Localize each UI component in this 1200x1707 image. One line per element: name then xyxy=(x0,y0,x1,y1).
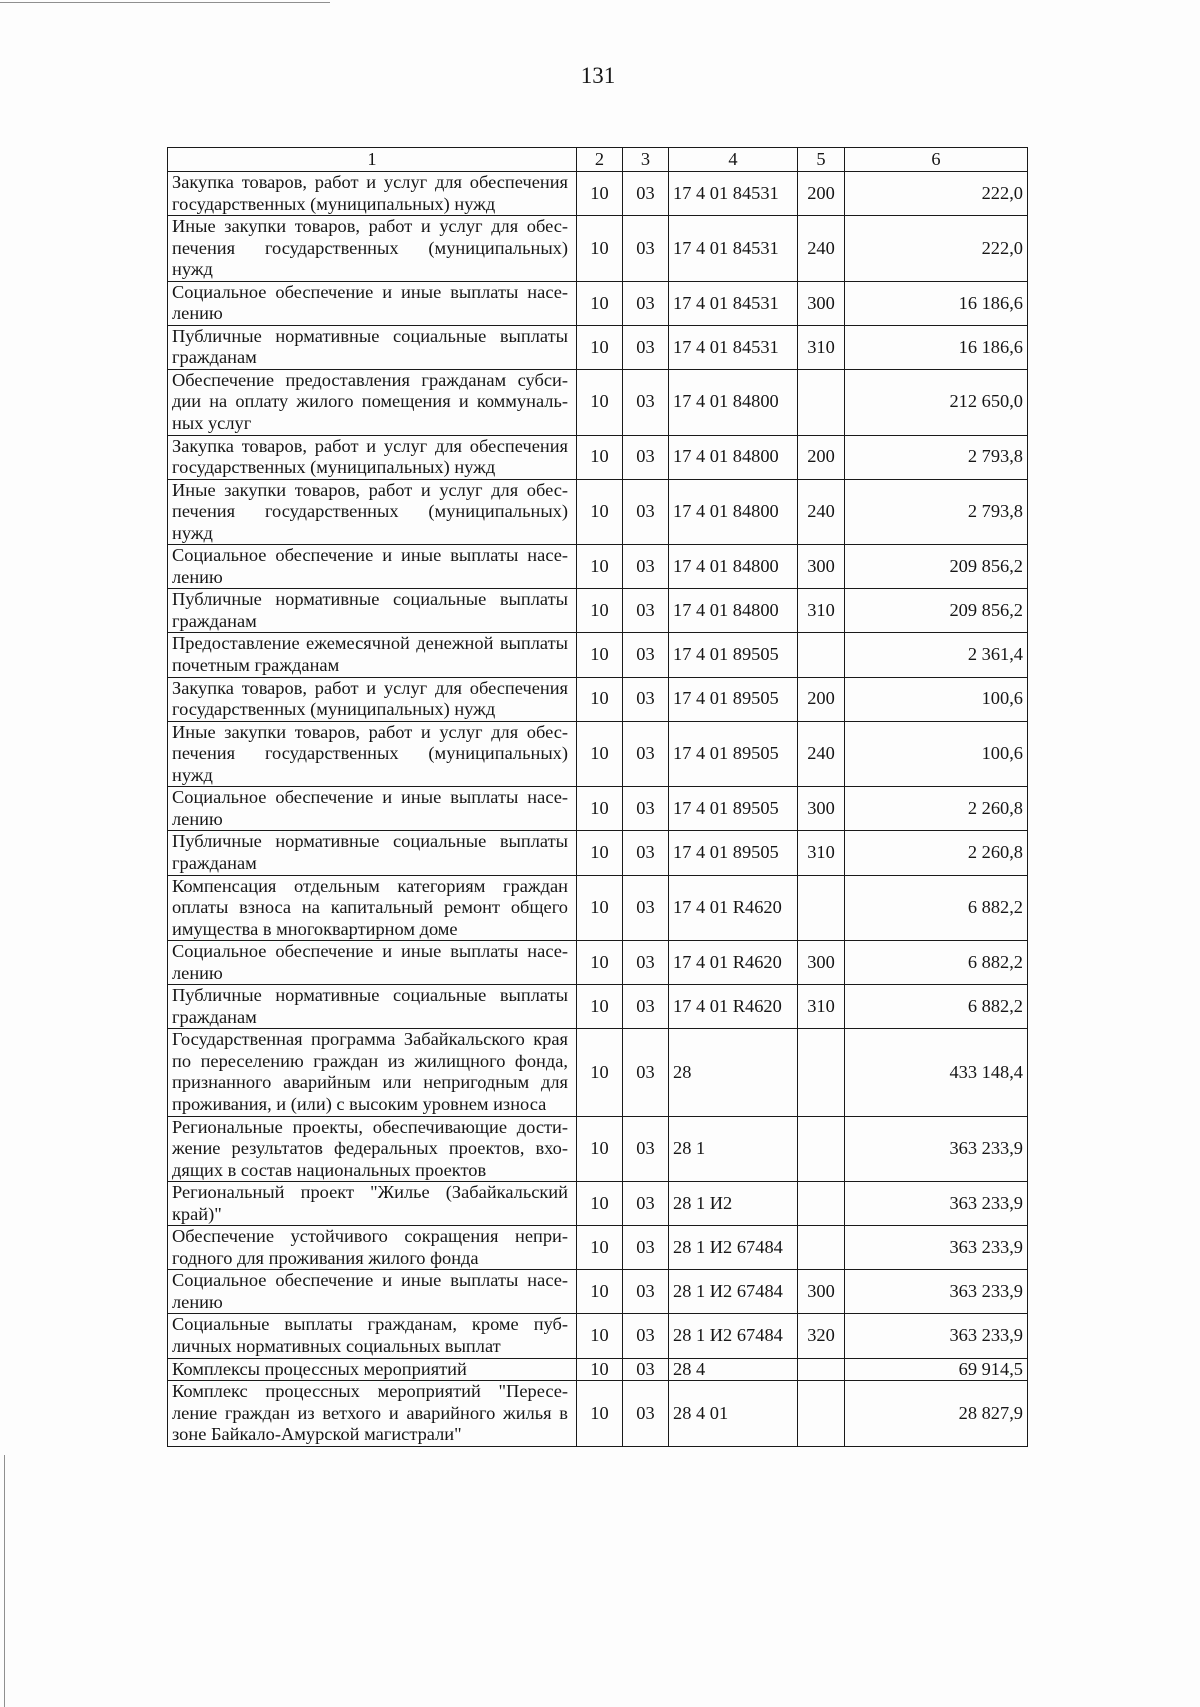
table-row xyxy=(168,281,1028,325)
row-name-line: Региональный проект "Жилье (Забайкальский xyxy=(172,1182,568,1203)
expense-type-cell: 310 xyxy=(798,589,845,633)
subsection-code-cell: 03 xyxy=(623,875,669,941)
table-row xyxy=(168,435,1028,479)
expense-type-cell xyxy=(798,633,845,677)
row-name-line: ных услуг xyxy=(172,413,252,434)
target-article-cell: 17 4 01 89505 xyxy=(669,677,798,721)
row-name-line: Закупка товаров, работ и услуг для обеспечения xyxy=(172,172,568,192)
section-code-cell: 10 xyxy=(577,787,623,831)
section-code-cell: 10 xyxy=(577,1358,623,1381)
section-code-cell: 10 xyxy=(577,435,623,479)
amount-cell: 2 260,8 xyxy=(845,787,1028,831)
row-name-cell xyxy=(168,369,577,435)
subsection-code-cell: 03 xyxy=(623,721,669,787)
amount-cell: 363 233,9 xyxy=(845,1226,1028,1270)
column-number-header: 1 xyxy=(168,148,577,172)
section-code-cell: 10 xyxy=(577,1029,623,1116)
row-name-cell xyxy=(168,633,577,677)
row-name-line: Иные закупки товаров, работ и услуг для обес- xyxy=(172,479,568,500)
page-number: 131 xyxy=(580,63,616,88)
row-name-line: гражданам xyxy=(172,610,257,631)
table-row xyxy=(168,1270,1028,1314)
amount-cell: 2 260,8 xyxy=(845,831,1028,875)
row-name-line: государственных (муниципальных) нужд xyxy=(172,699,496,720)
amount-cell: 363 233,9 xyxy=(845,1314,1028,1358)
amount-cell: 2 793,8 xyxy=(845,479,1028,545)
table-row xyxy=(168,941,1028,985)
amount-cell: 433 148,4 xyxy=(845,1029,1028,1116)
row-name-cell xyxy=(168,479,577,545)
row-name-cell xyxy=(168,1226,577,1270)
section-code-cell: 10 xyxy=(577,985,623,1029)
row-name-line: годного для проживания жилого фонда xyxy=(172,1247,479,1268)
section-code-cell: 10 xyxy=(577,875,623,941)
table-row xyxy=(168,369,1028,435)
row-name-cell xyxy=(168,172,577,216)
row-name-line: Публичные нормативные социальные выплаты xyxy=(172,589,568,610)
row-name-line: Публичные нормативные социальные выплаты xyxy=(172,985,568,1006)
target-article-cell: 17 4 01 89505 xyxy=(669,831,798,875)
row-name-cell xyxy=(168,1381,577,1447)
row-name-line: Комплексы процессных мероприятий xyxy=(172,1358,467,1379)
row-name-line: Обеспечение устойчивого сокращения непри- xyxy=(172,1226,568,1247)
expense-type-cell xyxy=(798,1029,845,1116)
row-name-line: Социальные выплаты гражданам, кроме пуб- xyxy=(172,1314,568,1335)
column-number-header: 2 xyxy=(577,148,623,172)
row-name-line: государственных (муниципальных) нужд xyxy=(172,457,496,478)
column-number-header: 3 xyxy=(623,148,669,172)
section-code-cell: 10 xyxy=(577,545,623,589)
row-name-line: гражданам xyxy=(172,1006,257,1027)
section-code-cell: 10 xyxy=(577,941,623,985)
subsection-code-cell: 03 xyxy=(623,1116,669,1182)
row-name-line: лению xyxy=(172,808,223,829)
amount-cell: 209 856,2 xyxy=(845,545,1028,589)
row-name-line: печения государственных (муниципальных) xyxy=(172,237,568,258)
section-code-cell: 10 xyxy=(577,831,623,875)
table-row xyxy=(168,875,1028,941)
row-name-cell xyxy=(168,677,577,721)
subsection-code-cell: 03 xyxy=(623,325,669,369)
amount-cell: 28 827,9 xyxy=(845,1381,1028,1447)
row-name-line: почетным гражданам xyxy=(172,655,340,676)
section-code-cell: 10 xyxy=(577,1381,623,1447)
row-name-cell xyxy=(168,545,577,589)
expense-type-cell: 300 xyxy=(798,787,845,831)
row-name-cell xyxy=(168,985,577,1029)
target-article-cell: 17 4 01 R4620 xyxy=(669,875,798,941)
row-name-line: печения государственных (муниципальных) xyxy=(172,743,568,764)
expense-type-cell xyxy=(798,1182,845,1226)
section-code-cell: 10 xyxy=(577,1226,623,1270)
table-header-row xyxy=(168,148,1028,172)
expense-type-cell xyxy=(798,369,845,435)
row-name-line: Региональные проекты, обеспечивающие дости- xyxy=(172,1116,568,1137)
row-name-line: нужд xyxy=(172,764,213,785)
subsection-code-cell: 03 xyxy=(623,787,669,831)
expense-type-cell: 300 xyxy=(798,941,845,985)
amount-cell: 363 233,9 xyxy=(845,1270,1028,1314)
table-row xyxy=(168,633,1028,677)
row-name-cell xyxy=(168,1270,577,1314)
expense-type-cell: 310 xyxy=(798,831,845,875)
section-code-cell: 10 xyxy=(577,172,623,216)
row-name-line: признанного аварийным или непригодным для xyxy=(172,1072,568,1093)
expense-type-cell: 200 xyxy=(798,435,845,479)
row-name-line: личных нормативных социальных выплат xyxy=(172,1335,501,1356)
subsection-code-cell: 03 xyxy=(623,435,669,479)
row-name-line: лению xyxy=(172,566,223,587)
expense-type-cell: 200 xyxy=(798,677,845,721)
target-article-cell: 17 4 01 R4620 xyxy=(669,985,798,1029)
row-name-line: Предоставление ежемесячной денежной выплаты xyxy=(172,633,568,654)
subsection-code-cell: 03 xyxy=(623,545,669,589)
row-name-cell xyxy=(168,787,577,831)
subsection-code-cell: 03 xyxy=(623,941,669,985)
table-row xyxy=(168,1029,1028,1116)
amount-cell: 222,0 xyxy=(845,172,1028,216)
table-row xyxy=(168,1116,1028,1182)
section-code-cell: 10 xyxy=(577,633,623,677)
section-code-cell: 10 xyxy=(577,721,623,787)
expense-type-cell: 310 xyxy=(798,985,845,1029)
row-name-line: Закупка товаров, работ и услуг для обеспечения xyxy=(172,435,568,456)
target-article-cell: 17 4 01 84531 xyxy=(669,216,798,282)
target-article-cell: 17 4 01 84531 xyxy=(669,281,798,325)
section-code-cell: 10 xyxy=(577,369,623,435)
expense-type-cell: 240 xyxy=(798,216,845,282)
amount-cell: 100,6 xyxy=(845,677,1028,721)
subsection-code-cell: 03 xyxy=(623,633,669,677)
target-article-cell: 28 1 xyxy=(669,1116,798,1182)
scan-artifact-line xyxy=(0,2,330,3)
table-row xyxy=(168,787,1028,831)
column-number-header: 6 xyxy=(845,148,1028,172)
subsection-code-cell: 03 xyxy=(623,172,669,216)
column-number-header: 4 xyxy=(669,148,798,172)
row-name-cell xyxy=(168,1358,577,1381)
table-row xyxy=(168,172,1028,216)
table-row xyxy=(168,985,1028,1029)
subsection-code-cell: 03 xyxy=(623,281,669,325)
row-name-line: Комплекс процессных мероприятий "Пересе- xyxy=(172,1381,568,1402)
subsection-code-cell: 03 xyxy=(623,677,669,721)
scan-artifact-line xyxy=(4,1455,5,1707)
amount-cell: 16 186,6 xyxy=(845,281,1028,325)
target-article-cell: 17 4 01 89505 xyxy=(669,721,798,787)
row-name-cell xyxy=(168,941,577,985)
expense-type-cell: 300 xyxy=(798,281,845,325)
row-name-line: гражданам xyxy=(172,347,257,368)
table-row xyxy=(168,1226,1028,1270)
row-name-cell xyxy=(168,435,577,479)
target-article-cell: 28 1 И2 67484 xyxy=(669,1226,798,1270)
target-article-cell: 28 1 И2 67484 xyxy=(669,1314,798,1358)
amount-cell: 6 882,2 xyxy=(845,985,1028,1029)
subsection-code-cell: 03 xyxy=(623,1182,669,1226)
budget-table xyxy=(167,147,1028,1447)
row-name-line: ление граждан из ветхого и аварийного жилья в xyxy=(172,1402,568,1423)
column-number-header: 5 xyxy=(798,148,845,172)
expense-type-cell xyxy=(798,1381,845,1447)
row-name-line: Компенсация отдельным категориям граждан xyxy=(172,875,568,896)
row-name-line: печения государственных (муниципальных) xyxy=(172,501,568,522)
row-name-line: оплаты взноса на капитальный ремонт общего xyxy=(172,897,568,918)
table-row xyxy=(168,589,1028,633)
subsection-code-cell: 03 xyxy=(623,369,669,435)
target-article-cell: 17 4 01 84800 xyxy=(669,435,798,479)
section-code-cell: 10 xyxy=(577,216,623,282)
subsection-code-cell: 03 xyxy=(623,1358,669,1381)
row-name-cell xyxy=(168,875,577,941)
expense-type-cell: 240 xyxy=(798,479,845,545)
row-name-line: нужд xyxy=(172,522,213,543)
target-article-cell: 17 4 01 84800 xyxy=(669,545,798,589)
target-article-cell: 17 4 01 84531 xyxy=(669,172,798,216)
table-row xyxy=(168,545,1028,589)
expense-type-cell xyxy=(798,1226,845,1270)
row-name-line: Публичные нормативные социальные выплаты xyxy=(172,325,568,346)
row-name-line: дящих в состав национальных проектов xyxy=(172,1159,487,1180)
section-code-cell: 10 xyxy=(577,479,623,545)
expense-type-cell: 310 xyxy=(798,325,845,369)
row-name-line: Иные закупки товаров, работ и услуг для обес- xyxy=(172,721,568,742)
row-name-line: зоне Байкало-Амурской магистрали" xyxy=(172,1424,462,1445)
expense-type-cell: 240 xyxy=(798,721,845,787)
target-article-cell: 28 4 01 xyxy=(669,1381,798,1447)
subsection-code-cell: 03 xyxy=(623,479,669,545)
subsection-code-cell: 03 xyxy=(623,1270,669,1314)
amount-cell: 2 793,8 xyxy=(845,435,1028,479)
row-name-cell xyxy=(168,216,577,282)
row-name-cell xyxy=(168,1314,577,1358)
row-name-line: Государственная программа Забайкальского края xyxy=(172,1029,568,1050)
expense-type-cell: 300 xyxy=(798,1270,845,1314)
row-name-line: лению xyxy=(172,1291,223,1312)
row-name-line: дии на оплату жилого помещения и коммуналь- xyxy=(172,391,568,412)
row-name-cell xyxy=(168,721,577,787)
subsection-code-cell: 03 xyxy=(623,1029,669,1116)
amount-cell: 100,6 xyxy=(845,721,1028,787)
row-name-line: проживания, и (или) с высоким уровнем износа xyxy=(172,1093,547,1114)
section-code-cell: 10 xyxy=(577,1314,623,1358)
section-code-cell: 10 xyxy=(577,1182,623,1226)
row-name-line: жение результатов федеральных проектов, вхо- xyxy=(172,1138,568,1159)
row-name-line: край)" xyxy=(172,1203,222,1224)
row-name-cell xyxy=(168,281,577,325)
row-name-cell xyxy=(168,325,577,369)
target-article-cell: 17 4 01 84800 xyxy=(669,589,798,633)
subsection-code-cell: 03 xyxy=(623,1381,669,1447)
row-name-line: Публичные нормативные социальные выплаты xyxy=(172,831,568,852)
table-row xyxy=(168,677,1028,721)
amount-cell: 2 361,4 xyxy=(845,633,1028,677)
row-name-line: Обеспечение предоставления гражданам субси- xyxy=(172,369,568,390)
amount-cell: 69 914,5 xyxy=(845,1358,1028,1381)
target-article-cell: 17 4 01 R4620 xyxy=(669,941,798,985)
section-code-cell: 10 xyxy=(577,589,623,633)
section-code-cell: 10 xyxy=(577,1270,623,1314)
section-code-cell: 10 xyxy=(577,1116,623,1182)
target-article-cell: 17 4 01 84800 xyxy=(669,369,798,435)
expense-type-cell: 320 xyxy=(798,1314,845,1358)
row-name-line: гражданам xyxy=(172,852,257,873)
row-name-line: Социальное обеспечение и иные выплаты насе- xyxy=(172,941,568,962)
table-row xyxy=(168,831,1028,875)
subsection-code-cell: 03 xyxy=(623,1226,669,1270)
row-name-line: Социальное обеспечение и иные выплаты насе- xyxy=(172,281,568,302)
section-code-cell: 10 xyxy=(577,325,623,369)
row-name-line: имущества в многоквартирном доме xyxy=(172,918,458,939)
row-name-line: Социальное обеспечение и иные выплаты насе- xyxy=(172,787,568,808)
section-code-cell: 10 xyxy=(577,677,623,721)
amount-cell: 6 882,2 xyxy=(845,875,1028,941)
amount-cell: 363 233,9 xyxy=(845,1182,1028,1226)
table-row xyxy=(168,1182,1028,1226)
amount-cell: 222,0 xyxy=(845,216,1028,282)
section-code-cell: 10 xyxy=(577,281,623,325)
target-article-cell: 28 1 И2 xyxy=(669,1182,798,1226)
row-name-line: Социальное обеспечение и иные выплаты насе- xyxy=(172,1270,568,1291)
target-article-cell: 28 xyxy=(669,1029,798,1116)
row-name-line: Социальное обеспечение и иные выплаты насе- xyxy=(172,545,568,566)
subsection-code-cell: 03 xyxy=(623,589,669,633)
expense-type-cell: 200 xyxy=(798,172,845,216)
row-name-cell xyxy=(168,831,577,875)
subsection-code-cell: 03 xyxy=(623,985,669,1029)
row-name-line: Иные закупки товаров, работ и услуг для обес- xyxy=(172,216,568,237)
expense-type-cell xyxy=(798,875,845,941)
subsection-code-cell: 03 xyxy=(623,1314,669,1358)
amount-cell: 6 882,2 xyxy=(845,941,1028,985)
row-name-line: лению xyxy=(172,303,223,324)
amount-cell: 212 650,0 xyxy=(845,369,1028,435)
row-name-line: государственных (муниципальных) нужд xyxy=(172,193,496,214)
row-name-cell xyxy=(168,1182,577,1226)
row-name-line: лению xyxy=(172,962,223,983)
expense-type-cell xyxy=(798,1358,845,1381)
row-name-line: нужд xyxy=(172,259,213,280)
subsection-code-cell: 03 xyxy=(623,216,669,282)
table-row xyxy=(168,1314,1028,1358)
row-name-line: Закупка товаров, работ и услуг для обеспечения xyxy=(172,677,568,698)
row-name-cell xyxy=(168,1116,577,1182)
subsection-code-cell: 03 xyxy=(623,831,669,875)
target-article-cell: 17 4 01 89505 xyxy=(669,633,798,677)
table-row xyxy=(168,1381,1028,1447)
expense-type-cell xyxy=(798,1116,845,1182)
target-article-cell: 17 4 01 84800 xyxy=(669,479,798,545)
table-row xyxy=(168,721,1028,787)
table-row xyxy=(168,216,1028,282)
row-name-cell xyxy=(168,589,577,633)
amount-cell: 209 856,2 xyxy=(845,589,1028,633)
target-article-cell: 28 1 И2 67484 xyxy=(669,1270,798,1314)
row-name-cell xyxy=(168,1029,577,1116)
row-name-line: по переселению граждан из жилищного фонда, xyxy=(172,1050,568,1071)
table-header xyxy=(168,148,1028,172)
table-row xyxy=(168,1358,1028,1381)
amount-cell: 16 186,6 xyxy=(845,325,1028,369)
expense-type-cell: 300 xyxy=(798,545,845,589)
target-article-cell: 17 4 01 89505 xyxy=(669,787,798,831)
target-article-cell: 28 4 xyxy=(669,1358,798,1381)
amount-cell: 363 233,9 xyxy=(845,1116,1028,1182)
table-row xyxy=(168,479,1028,545)
table-row xyxy=(168,325,1028,369)
table-body xyxy=(168,172,1028,1447)
target-article-cell: 17 4 01 84531 xyxy=(669,325,798,369)
